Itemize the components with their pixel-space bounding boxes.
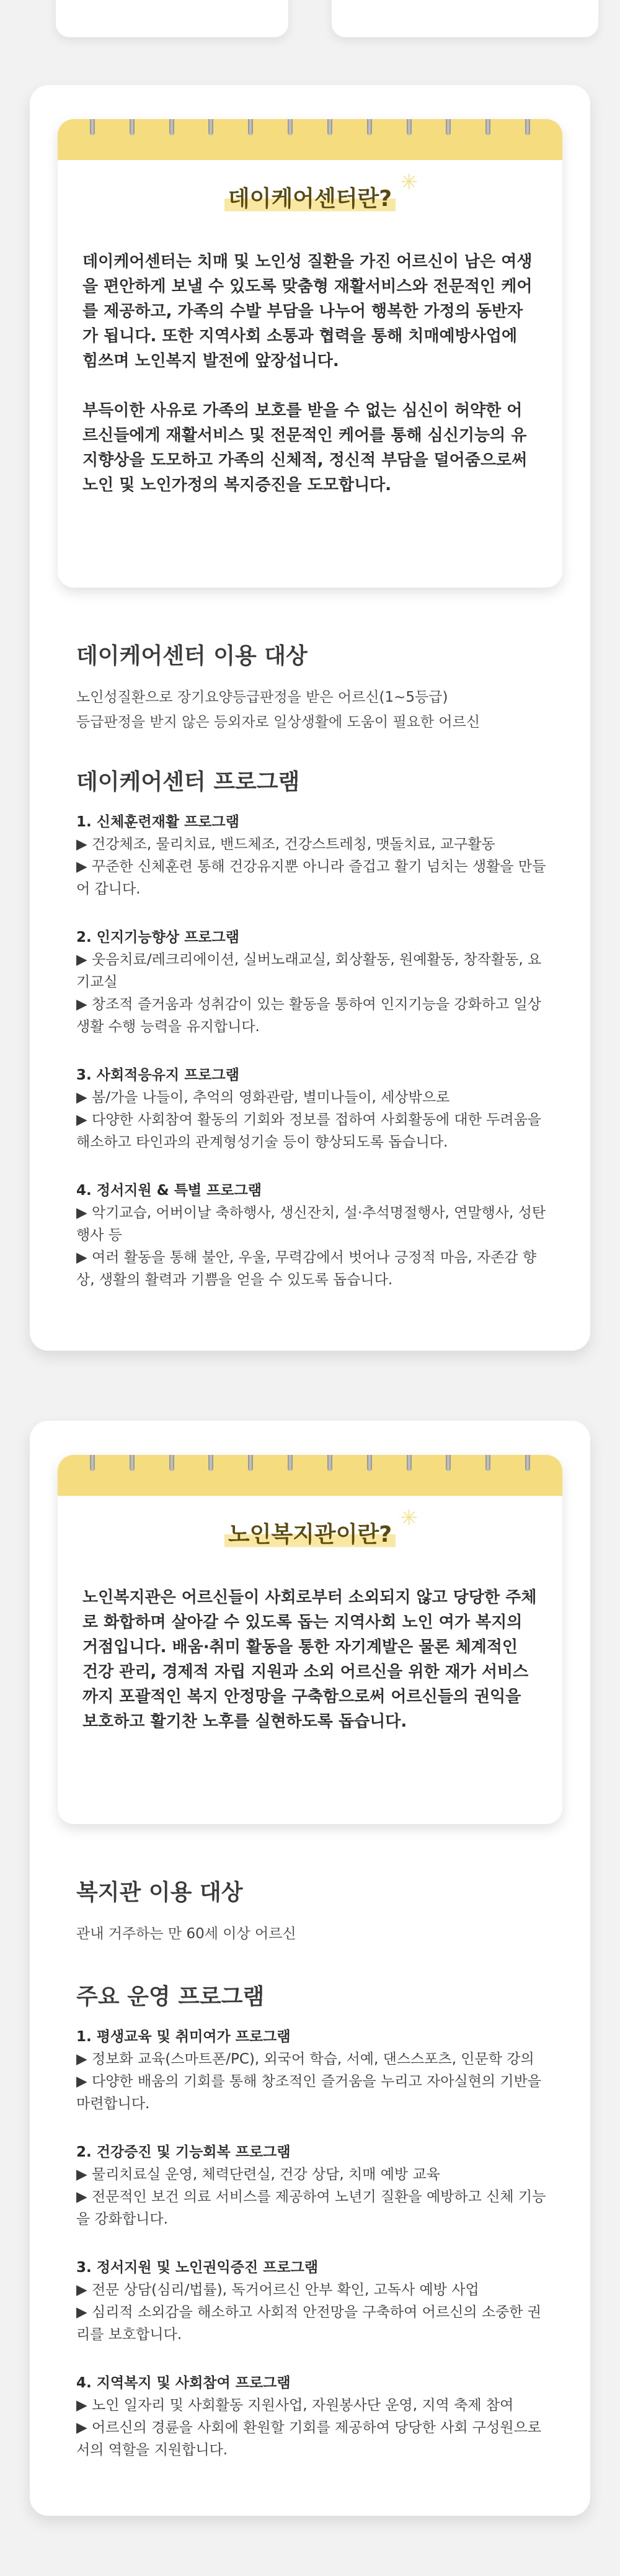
daycare-program-title: 데이케어센터 프로그램 bbox=[76, 769, 300, 795]
ring-icon bbox=[169, 1455, 174, 1471]
program-item bbox=[76, 1064, 565, 1153]
ring-icon bbox=[208, 1455, 213, 1471]
program-item-description: ▶ 꾸준한 신체훈련 통해 건강유지뿐 아니라 즐겁고 활기 넘치는 생활을 만들어 갑니다. bbox=[76, 859, 546, 897]
top-card-left bbox=[56, 0, 288, 37]
ring-icon bbox=[367, 1455, 372, 1471]
program-item bbox=[76, 2141, 565, 2230]
program-item-title: 2. 인지기능향상 프로그램 bbox=[76, 929, 239, 946]
daycare-intro bbox=[82, 249, 538, 498]
ring-icon bbox=[327, 119, 332, 135]
daycare-title bbox=[224, 170, 418, 213]
ring-icon bbox=[367, 119, 372, 135]
daycare-card bbox=[30, 85, 590, 1351]
program-item-activities: ▶ 물리치료실 운영, 체력단련실, 건강 상담, 치매 예방 교육 bbox=[76, 2167, 440, 2183]
ring-icon bbox=[288, 119, 293, 135]
daycare-usage-line-1: 노인성질환으로 장기요양등급판정을 받은 어르신(1~5등급) bbox=[76, 689, 448, 705]
daycare-title-text: 데이케어센터란? bbox=[228, 186, 392, 212]
ring-icon bbox=[208, 119, 213, 135]
welfare-title-text: 노인복지관이란? bbox=[228, 1522, 392, 1547]
program-item-description: ▶ 어르신의 경륜을 사회에 환원할 기회를 제공하여 당당한 사회 구성원으로서의 역할을 지원합니다. bbox=[76, 2420, 542, 2458]
program-item bbox=[76, 1179, 565, 1291]
program-item bbox=[76, 811, 565, 900]
welfare-intro bbox=[82, 1585, 538, 1734]
ring-icon bbox=[169, 119, 174, 135]
ring-icon bbox=[90, 119, 95, 135]
program-item-activities: ▶ 웃음치료/레크리에이션, 실버노래교실, 회상활동, 원예활동, 창작활동, 요기교실 bbox=[76, 952, 542, 990]
program-item-title: 1. 신체훈련재활 프로그램 bbox=[76, 814, 239, 830]
daycare-usage-line-2: 등급판정을 받지 않은 등외자로 일상생활에 도움이 필요한 어르신 bbox=[76, 714, 480, 730]
ring-icon bbox=[130, 1455, 135, 1471]
ring-icon bbox=[485, 1455, 490, 1471]
daycare-note bbox=[58, 119, 562, 588]
welfare-usage-line-1: 관내 거주하는 만 60세 이상 어르신 bbox=[76, 1926, 296, 1942]
daycare-paragraph-2: 부득이한 사유로 가족의 보호를 받을 수 없는 심신이 허약한 어르신들에게 재활서비스 및 전문적인 케어를 통해 심신기능의 유지향상을 도모하고 가족의 신체적, 정신적 부담을 덜어줌으로써 노인 및 노인가정의 복지증진을 도모합니다. bbox=[82, 401, 528, 494]
program-item-title: 4. 지역복지 및 사회참여 프로그램 bbox=[76, 2375, 291, 2391]
program-item-title: 2. 건강증진 및 기능회복 프로그램 bbox=[76, 2144, 291, 2160]
program-item-title: 3. 정서지원 및 노인권익증진 프로그램 bbox=[76, 2260, 319, 2276]
ring-icon bbox=[525, 1455, 530, 1471]
welfare-note bbox=[58, 1455, 562, 1824]
program-item-title: 3. 사회적응유지 프로그램 bbox=[76, 1067, 239, 1083]
program-item bbox=[76, 2256, 565, 2346]
program-item-description: ▶ 다양한 배움의 기회를 통해 창조적인 즐거움을 누리고 자아실현의 기반을 마련합니다. bbox=[76, 2073, 542, 2112]
welfare-program-section bbox=[76, 1979, 565, 2487]
daycare-program-section bbox=[76, 764, 565, 1317]
program-item bbox=[76, 926, 565, 1038]
welfare-title bbox=[224, 1506, 418, 1549]
ring-icon bbox=[248, 119, 253, 135]
ring-icon bbox=[130, 119, 135, 135]
program-item-activities: ▶ 정보화 교육(스마트폰/PC), 외국어 학습, 서예, 댄스스포츠, 인문학 강의 bbox=[76, 2051, 534, 2067]
ring-icon bbox=[407, 119, 412, 135]
program-item bbox=[76, 2372, 565, 2461]
program-item bbox=[76, 2026, 565, 2115]
top-card-right bbox=[332, 0, 598, 37]
sparkle-icon: ✳ bbox=[400, 170, 418, 195]
welfare-usage-title: 복지관 이용 대상 bbox=[76, 1880, 243, 1905]
ring-icon bbox=[446, 1455, 451, 1471]
ring-icon bbox=[407, 1455, 412, 1471]
welfare-card bbox=[30, 1421, 590, 2516]
ring-icon bbox=[446, 119, 451, 135]
binder-rings bbox=[58, 119, 562, 145]
ring-icon bbox=[248, 1455, 253, 1471]
ring-icon bbox=[288, 1455, 293, 1471]
sparkle-icon: ✳ bbox=[400, 1506, 418, 1531]
program-item-activities: ▶ 건강체조, 물리치료, 밴드체조, 건강스트레칭, 맷돌치료, 교구활동 bbox=[76, 836, 495, 852]
daycare-paragraph-1: 데이케어센터는 치매 및 노인성 질환을 가진 어르신이 남은 여생을 편안하게 보낼 수 있도록 맞춤형 재활서비스와 전문적인 케어를 제공하고, 가족의 수발 부담을 나누어 행복한 가정의 동반자가 됩니다. 또한 지역사회 소통과 협력을 통해 치매예방사업에 힘쓰며 노인복지 발전에 앞장섭니다. bbox=[82, 253, 533, 370]
program-item-activities: ▶ 노인 일자리 및 사회활동 지원사업, 자원봉사단 운영, 지역 축제 참여 bbox=[76, 2397, 514, 2413]
binder-rings bbox=[58, 1455, 562, 1481]
daycare-usage-section bbox=[76, 638, 565, 735]
program-item-description: ▶ 전문적인 보건 의료 서비스를 제공하여 노년기 질환을 예방하고 신체 기능을 강화합니다. bbox=[76, 2189, 546, 2227]
ring-icon bbox=[90, 1455, 95, 1471]
ring-icon bbox=[327, 1455, 332, 1471]
program-item-description: ▶ 심리적 소외감을 해소하고 사회적 안전망을 구축하여 어르신의 소중한 권리를 보호합니다. bbox=[76, 2304, 542, 2343]
welfare-paragraph-1: 노인복지관은 어르신들이 사회로부터 소외되지 않고 당당한 주체로 화합하며 살아갈 수 있도록 돕는 지역사회 노인 여가 복지의 거점입니다. 배움·취미 활동을 통한 자기계발은 물론 체계적인 건강 관리, 경제적 자립 지원과 소외 어르신을 위한 재가 서비스까지 포괄적인 복지 안정망을 구축함으로써 어르신들의 권익을 보호하고 활기찬 노후를 실현하도록 돕습니다. bbox=[82, 1588, 537, 1731]
program-item-description: ▶ 여러 활동을 통해 불안, 우울, 무력감에서 벗어나 긍정적 마음, 자존감 향상, 생활의 활력과 기쁨을 얻을 수 있도록 돕습니다. bbox=[76, 1250, 537, 1288]
program-item-activities: ▶ 악기교습, 어버이날 축하행사, 생신잔치, 설·추석명절행사, 연말행사, 성탄행사 등 bbox=[76, 1205, 546, 1243]
ring-icon bbox=[525, 119, 530, 135]
program-item-title: 4. 정서지원 & 특별 프로그램 bbox=[76, 1183, 262, 1199]
welfare-usage-section bbox=[76, 1875, 565, 1946]
program-item-title: 1. 평생교육 및 취미여가 프로그램 bbox=[76, 2029, 291, 2045]
program-item-description: ▶ 창조적 즐거움과 성취감이 있는 활동을 통하여 인지기능을 강화하고 일상생활 수행 능력을 유지합니다. bbox=[76, 996, 542, 1035]
ring-icon bbox=[485, 119, 490, 135]
program-item-activities: ▶ 봄/가을 나들이, 추억의 영화관람, 별미나들이, 세상밖으로 bbox=[76, 1089, 450, 1106]
program-item-description: ▶ 다양한 사회참여 활동의 기회와 정보를 접하여 사회활동에 대한 두려움을 해소하고 타인과의 관계형성기술 등이 향상되도록 돕습니다. bbox=[76, 1112, 542, 1150]
program-item-activities: ▶ 전문 상담(심리/법률), 독거어르신 안부 확인, 고독사 예방 사업 bbox=[76, 2282, 479, 2298]
welfare-program-title: 주요 운영 프로그램 bbox=[76, 1984, 265, 2010]
daycare-usage-title: 데이케어센터 이용 대상 bbox=[76, 643, 308, 669]
